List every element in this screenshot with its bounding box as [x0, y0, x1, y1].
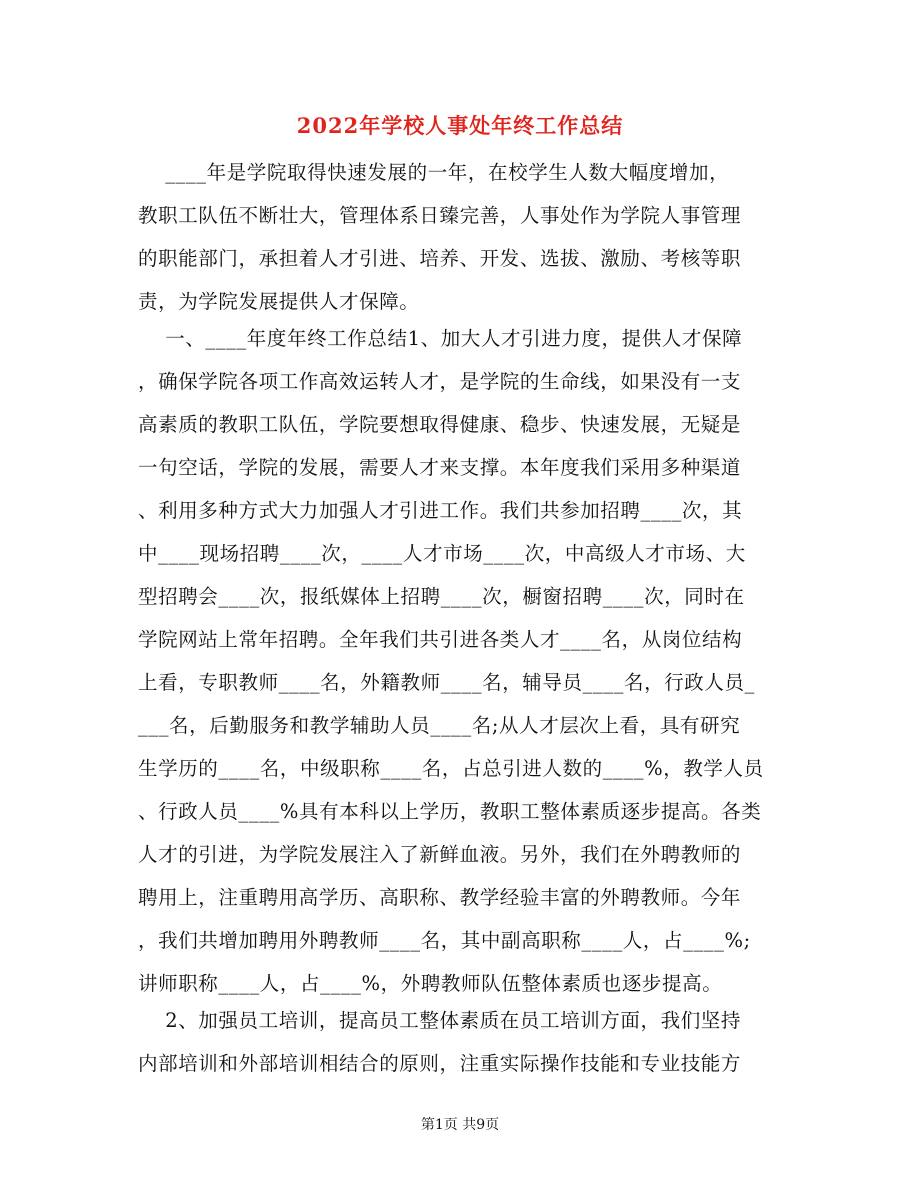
body-line: 教职工队伍不断壮大，管理体系日臻完善，人事处作为学院人事管理 — [138, 204, 742, 227]
body-line: 一、____年度年终工作总结1、加大人才引进力度，提供人才保障 — [138, 327, 743, 350]
body-line: 人才的引进，为学院发展注入了新鲜血液。另外，我们在外聘教师的 — [138, 843, 742, 866]
body-line: ____年是学院取得快速发展的一年，在校学生人数大幅度增加， — [138, 161, 730, 184]
body-line: 、利用多种方式大力加强人才引进工作。我们共参加招聘____次，其 — [138, 499, 743, 522]
page-number: 第1页 共9页 — [420, 1117, 500, 1133]
body-line: 2、加强员工培训，提高员工整体素质在员工培训方面，我们坚持 — [138, 1009, 742, 1032]
body-line: 责，为学院发展提供人才保障。 — [138, 290, 420, 313]
body-line: ，确保学院各项工作高效运转人才，是学院的生命线，如果没有一支 — [138, 370, 742, 393]
body-line: 生学历的____名，中级职称____名，占总引进人数的____%，教学人员 — [138, 757, 764, 780]
body-line: ，我们共增加聘用外聘教师____名，其中副高职称____人，占____%; — [138, 929, 751, 952]
body-line: 内部培训和外部培训相结合的原则，注重实际操作技能和专业技能方 — [138, 1052, 742, 1075]
body-line: 学院网站上常年招聘。全年我们共引进各类人才____名，从岗位结构 — [138, 628, 743, 651]
body-line: 高素质的教职工队伍，学院要想取得健康、稳步、快速发展，无疑是 — [138, 413, 742, 436]
body-line: 型招聘会____次，报纸媒体上招聘____次，橱窗招聘____次，同时在 — [138, 585, 745, 608]
body-line: ___名，后勤服务和教学辅助人员____名;从人才层次上看，具有研究 — [138, 714, 741, 737]
body-line: 、行政人员____%具有本科以上学历，教职工整体素质逐步提高。各类 — [138, 800, 762, 823]
document-title: 2022年学校人事处年终工作总结 — [296, 113, 624, 138]
body-line: 一句空话，学院的发展，需要人才来支撑。本年度我们采用多种渠道 — [138, 456, 742, 479]
body-line: 讲师职称____人，占____%，外聘教师队伍整体素质也逐步提高。 — [138, 972, 723, 995]
body-line: 聘用上，注重聘用高学历、高职称、教学经验丰富的外聘教师。今年 — [138, 886, 742, 909]
body-line: 中____现场招聘____次，____人才市场____次，中高级人才市场、大 — [138, 542, 746, 565]
body-line: 上看，专职教师____名，外籍教师____名，辅导员____名，行政人员_ — [138, 671, 755, 694]
body-line: 的职能部门，承担着人才引进、培养、开发、选拔、激励、考核等职 — [138, 247, 742, 270]
